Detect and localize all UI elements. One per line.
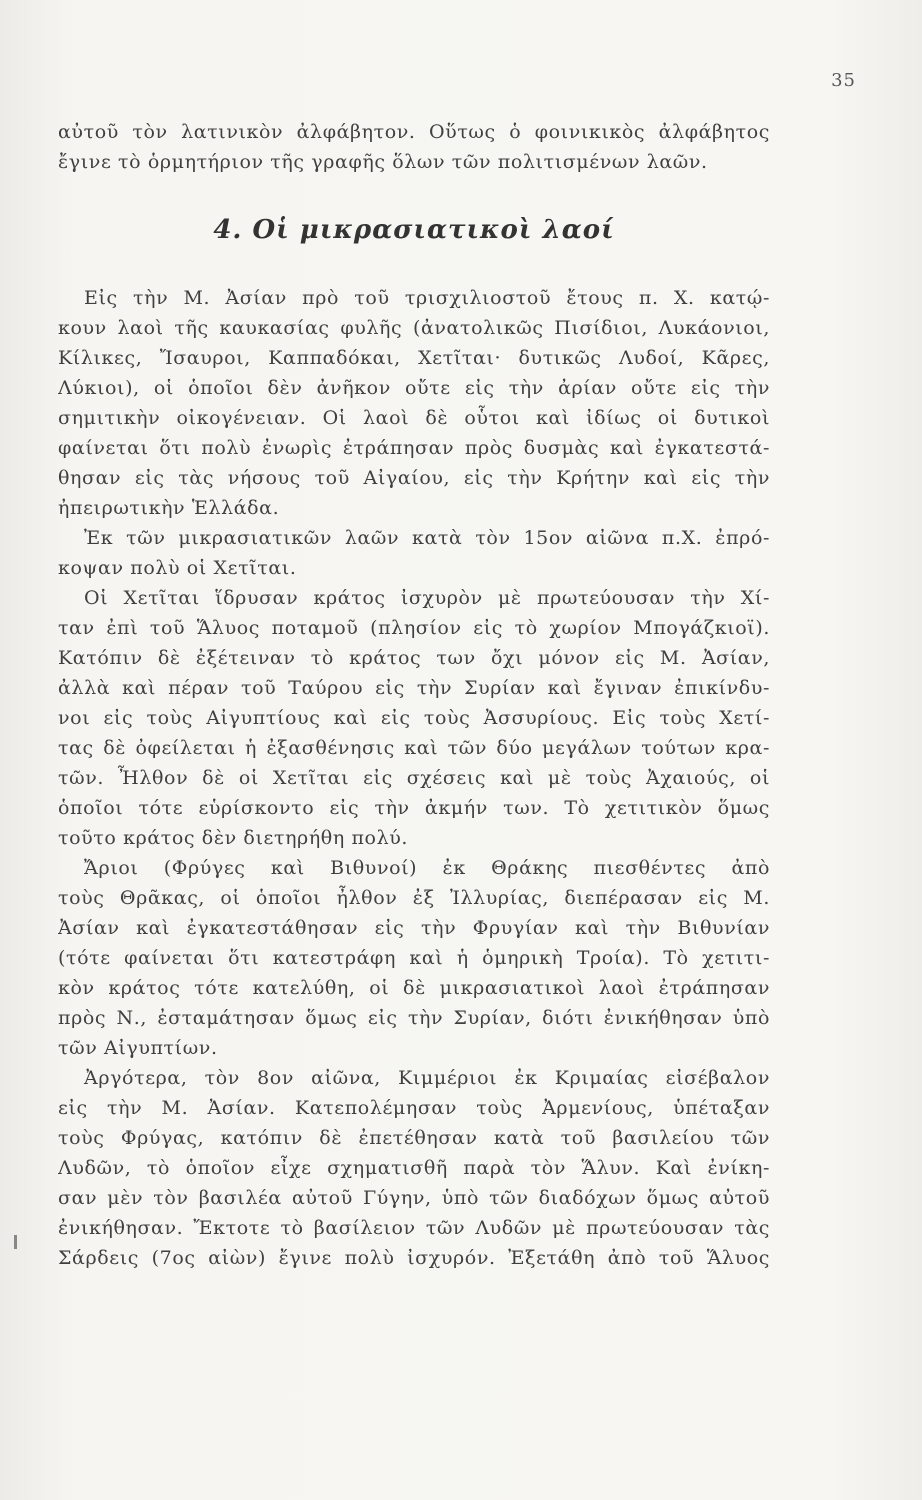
text-line: ἐνικήθησαν. Ἔκτοτε τὸ βασίλειον τῶν Λυδῶν μὲ πρωτεύουσαν τὰς xyxy=(58,1217,770,1239)
text-line: τοὺς Θρᾶκας, οἱ ὁποῖοι ἦλθον ἐξ Ἰλλυρίας, διεπέρασαν εἰς Μ. xyxy=(58,887,770,909)
text-line: ὁποῖοι τότε εὑρίσκοντο εἰς τὴν ἀκμήν των. Τὸ χετιτικὸν ὅμως xyxy=(58,797,770,819)
text-line: τοῦτο κράτος δὲν διετηρήθη πολύ. xyxy=(58,827,409,849)
text-line: τῶν Αἰγυπτίων. xyxy=(58,1037,218,1059)
text-line: αὐτοῦ τὸν λατινικὸν ἀλφάβητον. Οὕτως ὁ φοινικικὸς ἀλφάβητος xyxy=(58,121,770,143)
text-line: κοψαν πολὺ οἱ Χετῖται. xyxy=(58,557,297,579)
text-line: Ἀργότερα, τὸν 8ον αἰῶνα, Κιμμέριοι ἐκ Κριμαίας εἰσέβαλον xyxy=(84,1067,770,1089)
text-line: κουν λαοὶ τῆς καυκασίας φυλῆς (ἀνατολικῶς Πισίδιοι, Λυκάονιοι, xyxy=(58,317,770,339)
text-line: Λυδῶν, τὸ ὁποῖον εἶχε σχηματισθῆ παρὰ τὸν Ἅλυν. Καὶ ἐνίκη- xyxy=(58,1157,770,1179)
text-line: Εἰς τὴν Μ. Ἀσίαν πρὸ τοῦ τρισχιλιοστοῦ ἔτους π. Χ. κατῴ- xyxy=(84,287,770,309)
text-line: Λύκιοι), οἱ ὁποῖοι δὲν ἀνῆκον οὔτε εἰς τὴν ἀρίαν οὔτε εἰς τὴν xyxy=(58,377,770,399)
text-line: Ἄριοι (Φρύγες καὶ Βιθυνοί) ἐκ Θράκης πιεσθέντες ἀπὸ xyxy=(84,857,770,879)
text-line: Ἐκ τῶν μικρασιατικῶν λαῶν κατὰ τὸν 15ον αἰῶνα π.Χ. ἐπρό- xyxy=(84,527,770,549)
text-line: εἰς τὴν Μ. Ἀσίαν. Κατεπολέμησαν τοὺς Ἀρμενίους, ὑπέταξαν xyxy=(58,1097,770,1119)
text-line: τας δὲ ὀφείλεται ἡ ἐξασθένησις καὶ τῶν δύο μεγάλων τούτων κρα- xyxy=(58,737,770,759)
text-line: Κίλικες, Ἴσαυροι, Καππαδόκαι, Χετῖται· δυτικῶς Λυδοί, Κᾶρες, xyxy=(58,347,770,369)
text-line: Κατόπιν δὲ ἐξέτειναν τὸ κράτος των ὄχι μόνον εἰς Μ. Ἀσίαν, xyxy=(58,647,770,669)
text-line: φαίνεται ὅτι πολὺ ἐνωρὶς ἐτράπησαν πρὸς δυσμὰς καὶ ἐγκατεστά- xyxy=(58,437,770,459)
text-line: κὸν κράτος τότε κατελύθη, οἱ δὲ μικρασιατικοὶ λαοὶ ἐτράπησαν xyxy=(58,977,770,999)
text-line: ἠπειρωτικὴν Ἑλλάδα. xyxy=(58,497,280,519)
page-text xyxy=(58,117,770,1273)
text-line: τῶν. Ἦλθον δὲ οἱ Χετῖται εἰς σχέσεις καὶ μὲ τοὺς Ἀχαιούς, οἱ xyxy=(58,767,770,789)
text-line: τοὺς Φρύγας, κατόπιν δὲ ἐπετέθησαν κατὰ τοῦ βασιλείου τῶν xyxy=(58,1127,770,1149)
text-line: πρὸς Ν., ἐσταμάτησαν ὅμως εἰς τὴν Συρίαν, διότι ἐνικήθησαν ὑπὸ xyxy=(58,1007,770,1029)
text-line: σημιτικὴν οἰκογένειαν. Οἱ λαοὶ δὲ οὗτοι καὶ ἰδίως οἱ δυτικοὶ xyxy=(58,407,770,429)
section-heading: 4. Οἱ μικρασιατικοὶ λαοί xyxy=(213,215,615,245)
text-line: θησαν εἰς τὰς νήσους τοῦ Αἰγαίου, εἰς τὴν Κρήτην καὶ εἰς τὴν xyxy=(58,467,770,489)
text-line: Σάρδεις (7ος αἰὼν) ἔγινε πολὺ ἰσχυρόν. Ἐξετάθη ἀπὸ τοῦ Ἅλυος xyxy=(58,1247,770,1269)
text-line: Ἀσίαν καὶ ἐγκατεστάθησαν εἰς τὴν Φρυγίαν καὶ τὴν Βιθυνίαν xyxy=(58,917,770,939)
page-number: 35 xyxy=(831,70,856,91)
margin-mark xyxy=(14,1235,17,1249)
text-line: ἀλλὰ καὶ πέραν τοῦ Ταύρου εἰς τὴν Συρίαν καὶ ἔγιναν ἐπικίνδυ- xyxy=(58,677,770,699)
text-line: σαν μὲν τὸν βασιλέα αὐτοῦ Γύγην, ὑπὸ τῶν διαδόχων ὅμως αὐτοῦ xyxy=(58,1187,770,1209)
text-line: ἔγινε τὸ ὁρμητήριον τῆς γραφῆς ὅλων τῶν πολιτισμένων λαῶν. xyxy=(58,151,708,173)
text-line: νοι εἰς τοὺς Αἰγυπτίους καὶ εἰς τοὺς Ἀσσυρίους. Εἰς τοὺς Χετί- xyxy=(58,707,770,729)
text-line: ταν ἐπὶ τοῦ Ἅλυος ποταμοῦ (πλησίον εἰς τὸ χωρίον Μπογάζκιοϊ). xyxy=(58,617,770,639)
text-line: (τότε φαίνεται ὅτι κατεστράφη καὶ ἡ ὁμηρικὴ Τροία). Τὸ χετιτι- xyxy=(58,947,770,969)
text-line: Οἱ Χετῖται ἵδρυσαν κράτος ἰσχυρὸν μὲ πρωτεύουσαν τὴν Χί- xyxy=(84,587,770,609)
